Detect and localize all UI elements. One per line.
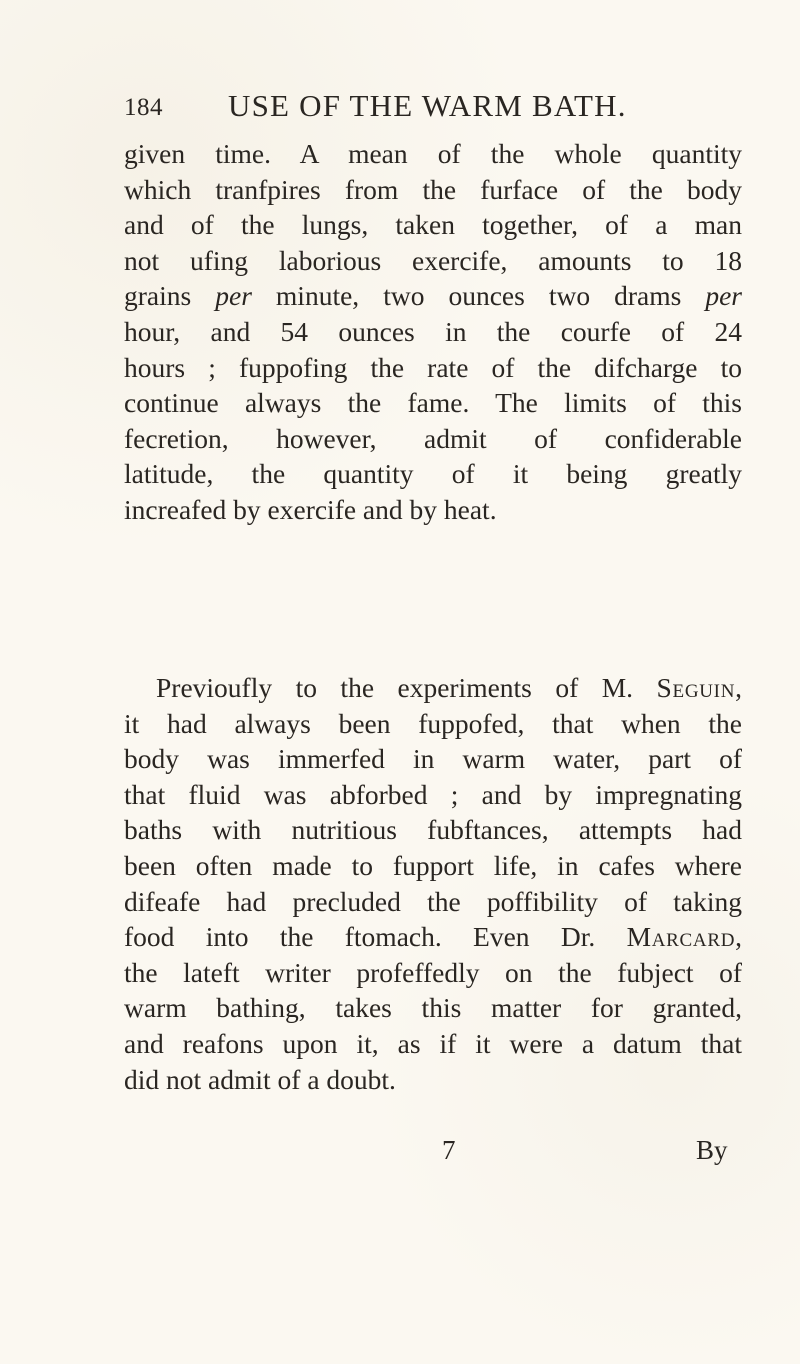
text-line: the lateft writer profeffedly on the fubject of — [124, 956, 742, 988]
italic-term: per — [215, 280, 252, 312]
page-footer — [124, 1135, 742, 1175]
text-line: it had always been fuppofed, that when the — [124, 707, 742, 739]
text-line: not ufing laborious exercife, amounts to 18 — [124, 244, 742, 276]
text-line: and reafons upon it, as if it were a datum that — [124, 1027, 742, 1059]
text-line-with-name — [124, 670, 742, 706]
text-line: body was immerfed in warm water, part of — [124, 743, 742, 775]
text-line: hours ; fuppofing the rate of the difcharge to — [124, 351, 742, 383]
catchword: By — [696, 1135, 728, 1165]
person-name: Marcard — [626, 921, 736, 953]
running-title: USE OF THE WARM BATH. — [228, 88, 627, 123]
paragraph-experiments — [124, 670, 742, 1097]
text-fragment: grains — [124, 280, 216, 312]
text-line: warm bathing, takes this matter for granted, — [124, 992, 742, 1024]
text-line-with-italics — [124, 278, 742, 314]
text-line: and of the lungs, taken together, of a man — [124, 209, 742, 241]
signature-mark: 7 — [442, 1135, 456, 1165]
text-fragment: food into the ftomach. Even Dr. — [124, 921, 627, 953]
text-fragment: , — [735, 921, 742, 953]
text-line: which tranfpires from the furface of the body — [124, 173, 742, 205]
text-fragment: Previoufly to the experiments of M. — [156, 672, 657, 703]
text-line: that fluid was abforbed ; and by impregnating — [124, 778, 742, 810]
person-name: Seguin — [656, 672, 736, 703]
text-fragment: , — [735, 672, 742, 703]
text-line: baths with nutritious fubftances, attempts had — [124, 814, 742, 846]
text-line: hour, and 54 ounces in the courfe of 24 — [124, 315, 742, 347]
text-fragment: minute, two ounces two drams — [251, 280, 706, 312]
text-line: fecretion, however, admit of confiderable — [124, 422, 742, 454]
text-line: did not admit of a doubt. — [124, 1063, 396, 1095]
text-line: continue always the fame. The limits of this — [124, 387, 742, 419]
page-number: 184 — [124, 94, 163, 121]
text-line: difeafe had precluded the poffibility of taking — [124, 885, 742, 917]
paragraph-continuation — [124, 136, 742, 528]
running-header — [124, 88, 684, 132]
italic-term: per — [705, 280, 742, 312]
text-line-with-name — [124, 919, 742, 955]
text-line: latitude, the quantity of it being greatly — [124, 458, 742, 490]
text-line: given time. A mean of the whole quantity — [124, 138, 742, 169]
text-line: increafed by exercife and by heat. — [124, 493, 497, 525]
text-line: been often made to fupport life, in cafes where — [124, 849, 742, 881]
